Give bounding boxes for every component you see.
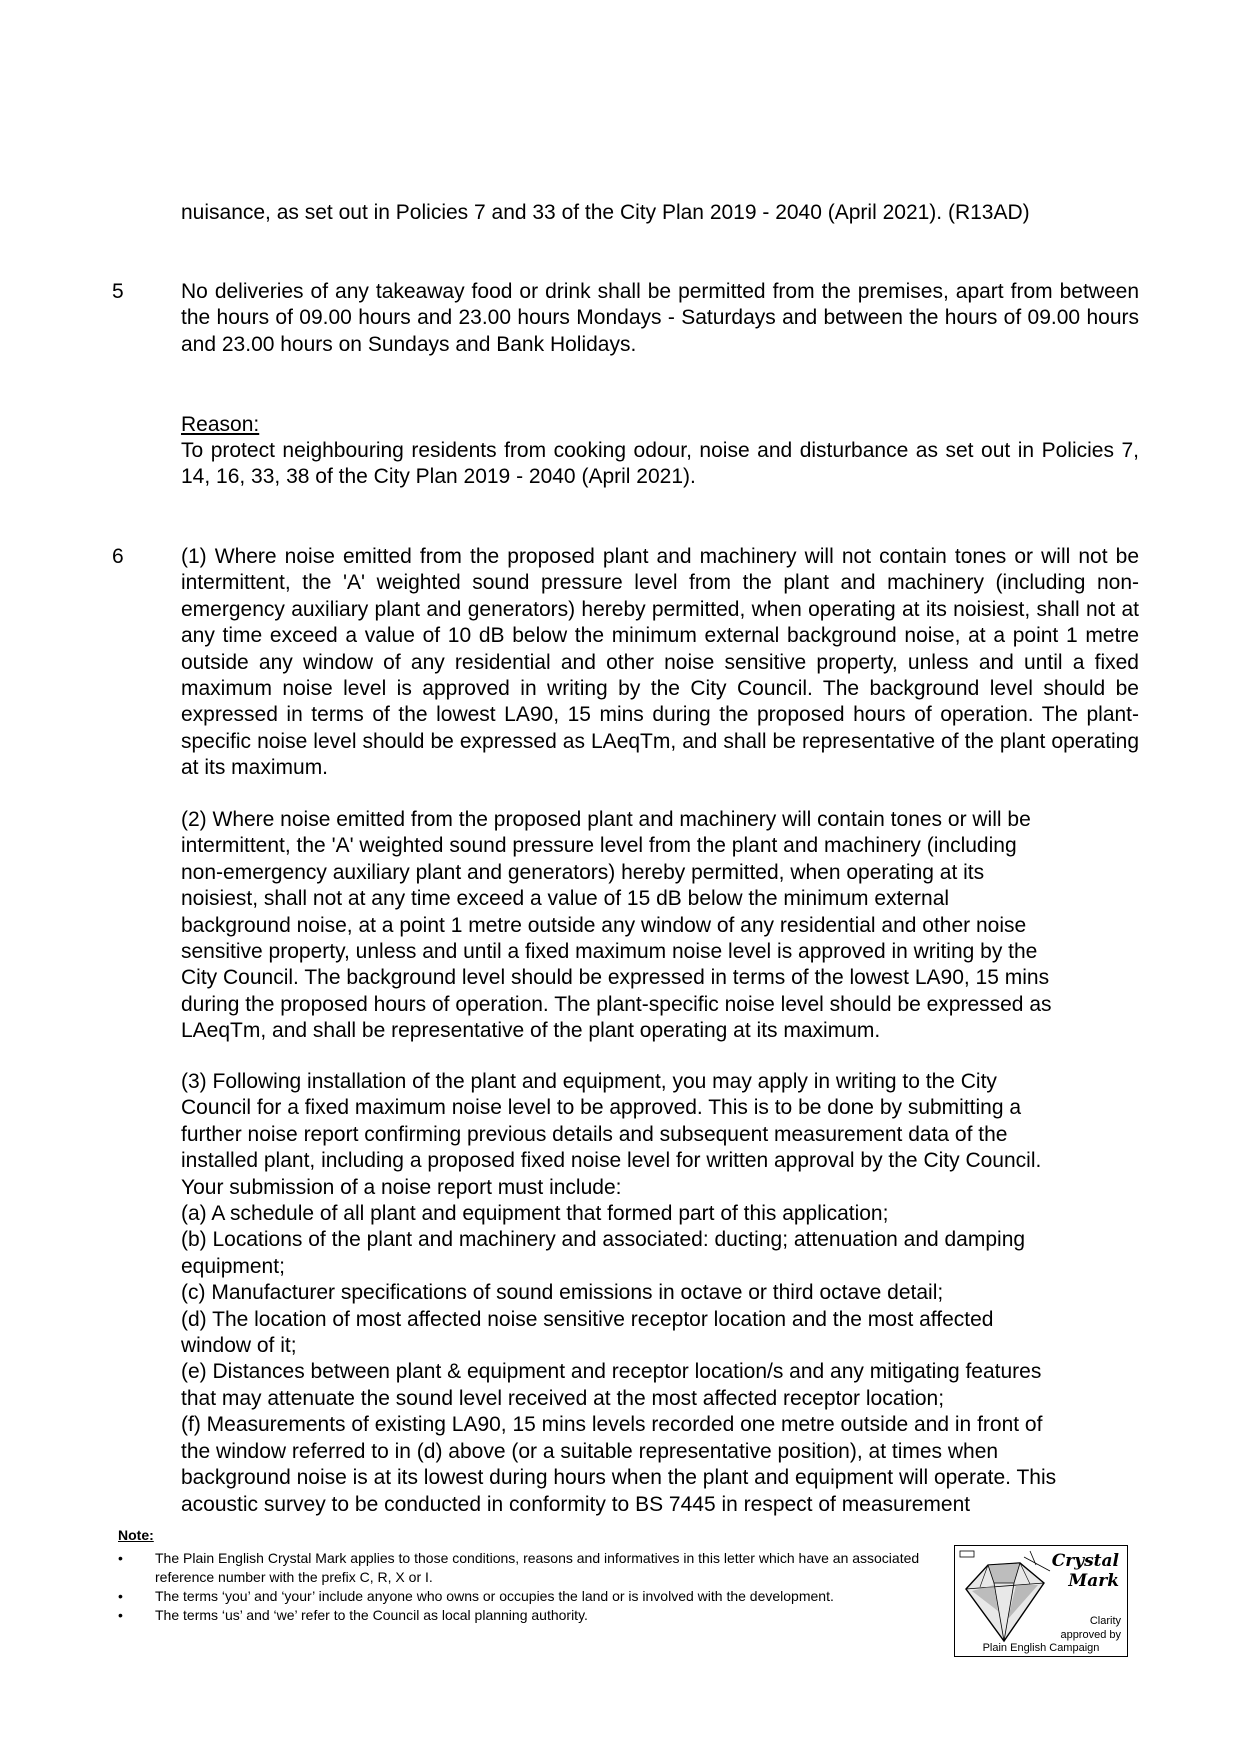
para-3-line: further noise report confirming previous details and subsequent measurement data of the — [181, 1122, 1008, 1146]
para-3-line: (a) A schedule of all plant and equipment that formed part of this application; — [181, 1202, 889, 1226]
condition-6-para-3 — [181, 1069, 1139, 1518]
note-item — [118, 1606, 938, 1625]
para-2-line: LAeqTm, and shall be representative of the plant operating at its maximum. — [181, 1019, 881, 1043]
para-3-line: (c) Manufacturer specifications of sound emissions in octave or third octave detail; — [181, 1281, 944, 1305]
para-3-line: (f) Measurements of existing LA90, 15 mins levels recorded one metre outside and in front of — [181, 1413, 1043, 1437]
para-2-line: background noise, at a point 1 metre outside any window of any residential and other noise — [181, 913, 1027, 937]
note-item-text: The terms ‘us’ and ‘we’ refer to the Council as local planning authority. — [155, 1607, 588, 1623]
bullet-icon: • — [118, 1588, 123, 1604]
para-3-line: (d) The location of most affected noise sensitive receptor location and the most affected — [181, 1307, 994, 1331]
para-2-line: noisiest, shall not at any time exceed a value of 15 dB below the minimum external — [181, 887, 950, 911]
para-2-line: during the proposed hours of operation. The plant-specific noise level should be expressed as — [181, 992, 1052, 1016]
para-2-line: (2) Where noise emitted from the proposed plant and machinery will contain tones or will be — [181, 808, 1031, 831]
para-2-line: sensitive property, unless and until a fixed maximum noise level is approved in writing by the — [181, 940, 1038, 964]
para-3-line: (3) Following installation of the plant and equipment, you may apply in writing to the City — [181, 1070, 997, 1093]
condition-5-reason-label: Reason: — [181, 413, 260, 436]
para-3-line: the window referred to in (d) above (or a suitable representative position), at times when — [181, 1439, 999, 1463]
condition-5-reason-text: To protect neighbouring residents from cooking odour, noise and disturbance as set out in Policies 7, 14, 16, 33, 38 of the City Plan 2019 - 2040 (April 2021). — [181, 439, 1139, 489]
para-3-line: Council for a fixed maximum noise level to be approved. This is to be done by submitting a — [181, 1096, 1022, 1120]
condition-6-number: 6 — [112, 545, 124, 568]
condition-6-para-1: (1) Where noise emitted from the proposed plant and machinery will not contain tones or will not be intermittent, the 'A' weighted sound pressure level from the plant and machinery (including non-emergency auxiliary plant and generators) hereby permitted, when operating at its noisiest, shall not at any time exceed a value of 10 dB below the minimum external background noise, at a point 1 metre outside any window of any residential and other noise sensitive property, unless and until a fixed maximum noise level is approved in writing by the City Council. The background level should be expressed in terms of the lowest LA90, 15 mins during the proposed hours of operation. The plant-specific noise level should be expressed as LAeqTm, and shall be representative of the plant operating at its maximum. — [181, 545, 1139, 780]
crystal-mark-logo — [954, 1545, 1128, 1657]
crystal-mark-title — [1049, 1551, 1119, 1591]
note-item-text: The Plain English Crystal Mark applies to those conditions, reasons and informatives in this letter which have an associated reference number with the prefix C, R, X or I. — [155, 1550, 920, 1585]
para-2-line: non-emergency auxiliary plant and generators) hereby permitted, when operating at its — [181, 860, 985, 884]
condition-5-text: No deliveries of any takeaway food or drink shall be permitted from the premises, apart from between the hours of 09.00 hours and 23.00 hours Mondays - Saturdays and between the hours of 09.00 hours and 23.00 hours on Sundays and Bank Holidays. — [181, 280, 1139, 356]
note-item — [118, 1549, 938, 1587]
para-3-line: window of it; — [181, 1334, 297, 1358]
crystal-mark-clarity: Clarity — [1089, 1615, 1121, 1627]
crystal-mark-approved: approved by — [1060, 1629, 1121, 1641]
crystal-mark-campaign: Plain English Campaign — [982, 1642, 1100, 1654]
continuation-text: nuisance, as set out in Policies 7 and 33 of the City Plan 2019 - 2040 (April 2021). (R13AD) — [181, 201, 1030, 224]
crystal-mark-title-line: Crystal — [1051, 1551, 1119, 1571]
para-3-line: background noise is at its lowest during hours when the plant and equipment will operate. This — [181, 1466, 1057, 1490]
crystal-diamond-icon — [958, 1549, 1058, 1644]
bullet-icon: • — [118, 1607, 123, 1623]
para-3-line: acoustic survey to be conducted in conformity to BS 7445 in respect of measurement — [181, 1492, 971, 1516]
condition-6-para-2 — [181, 807, 1139, 1045]
note-title: Note: — [118, 1527, 154, 1543]
bullet-icon: • — [118, 1550, 123, 1566]
note-item-text: The terms ‘you’ and ‘your’ include anyone who owns or occupies the land or is involved with the development. — [155, 1588, 834, 1604]
para-3-line: equipment; — [181, 1254, 285, 1278]
para-3-line: (e) Distances between plant & equipment and receptor location/s and any mitigating features — [181, 1360, 1042, 1384]
para-3-line: installed plant, including a proposed fixed noise level for written approval by the City Council. — [181, 1149, 1042, 1173]
para-3-line: (b) Locations of the plant and machinery and associated: ducting; attenuation and damping — [181, 1228, 1026, 1252]
para-3-line: that may attenuate the sound level received at the most affected receptor location; — [181, 1386, 945, 1410]
note-list — [118, 1549, 938, 1625]
condition-5-number: 5 — [112, 280, 124, 303]
crystal-mark-title-line: Mark — [1068, 1571, 1119, 1591]
para-2-line: City Council. The background level should be expressed in terms of the lowest LA90, 15 mins — [181, 966, 1050, 990]
note-item — [118, 1587, 938, 1606]
para-3-line: Your submission of a noise report must include: — [181, 1175, 622, 1199]
para-2-line: intermittent, the 'A' weighted sound pressure level from the plant and machinery (including — [181, 834, 1017, 858]
